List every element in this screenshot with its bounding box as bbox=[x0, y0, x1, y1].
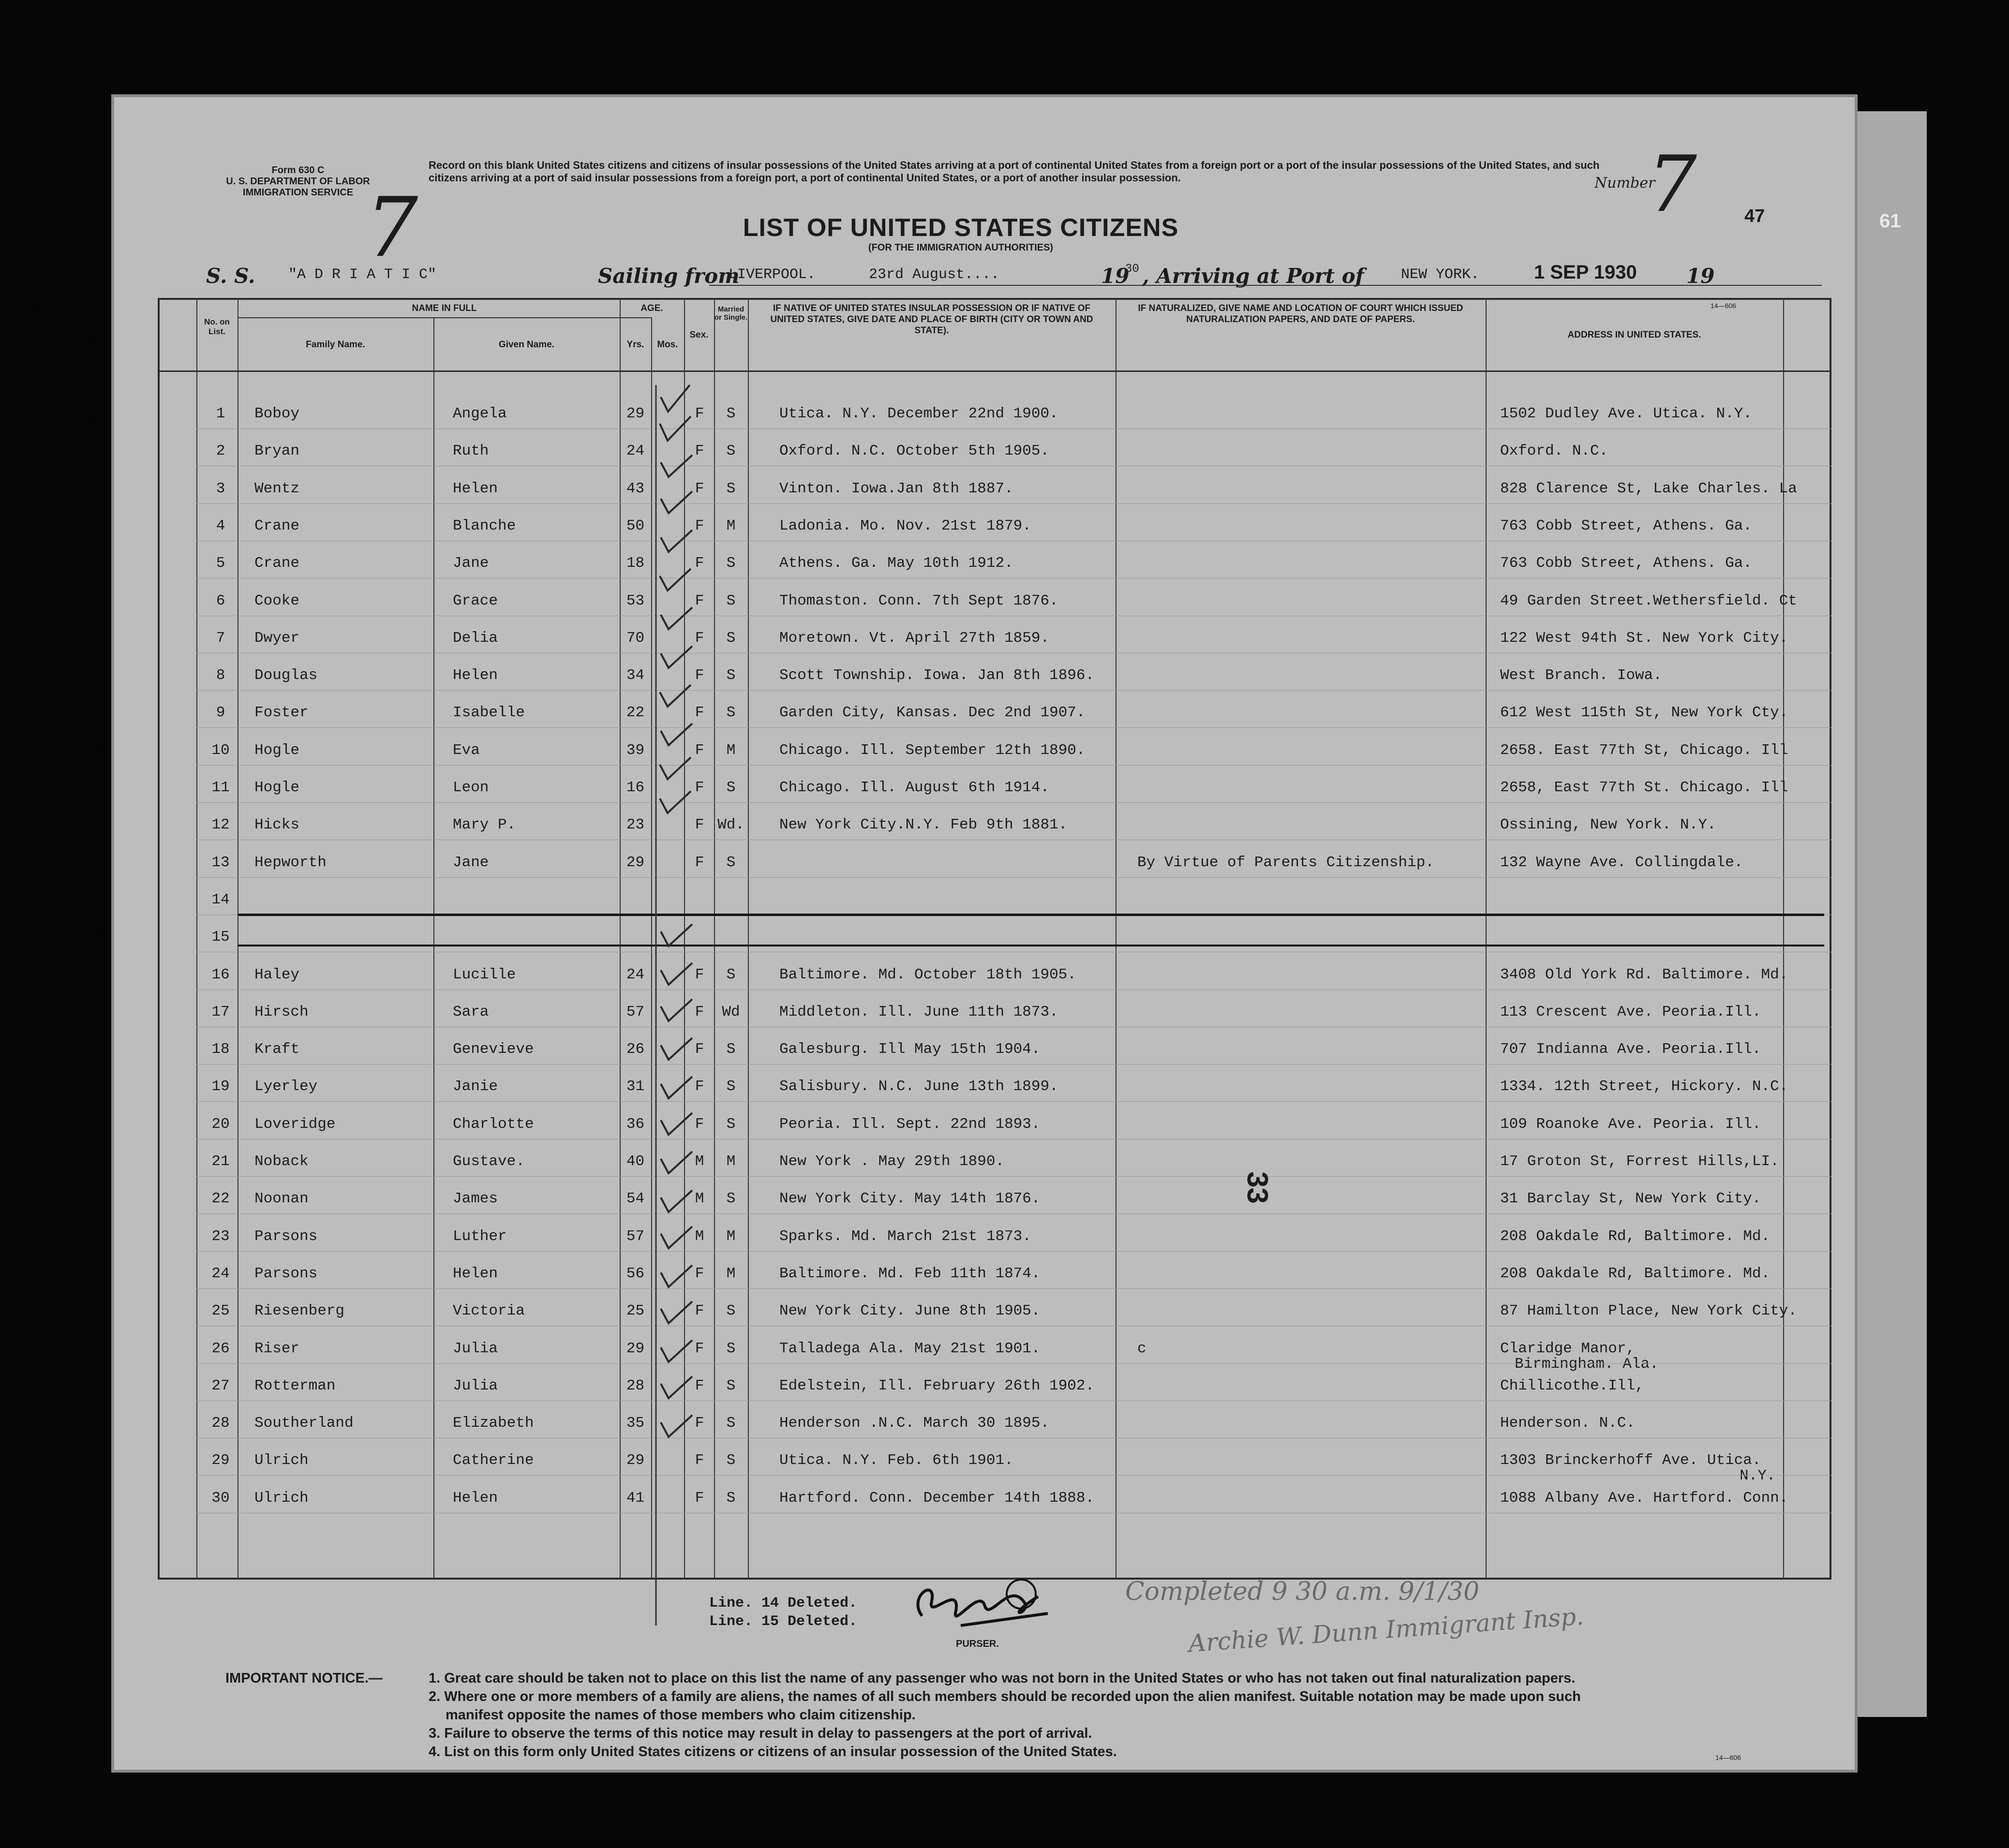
deleted-line-15: Line. 15 Deleted. bbox=[709, 1613, 858, 1630]
age-years: 22 bbox=[626, 704, 645, 722]
deleted-line-14: Line. 14 Deleted. bbox=[709, 1595, 858, 1611]
row-number: 4 bbox=[216, 517, 225, 534]
address: 3408 Old York Rd. Baltimore. Md. bbox=[1500, 966, 1788, 983]
birth-place-date: Ladonia. Mo. Nov. 21st 1879. bbox=[779, 517, 1031, 534]
birth-place-date: Chicago. Ill. September 12th 1890. bbox=[779, 741, 1086, 759]
family-name: Ulrich bbox=[254, 1489, 309, 1507]
sex: F bbox=[695, 629, 704, 647]
row-number: 7 bbox=[216, 629, 225, 647]
row-number: 15 bbox=[211, 929, 230, 946]
given-name: Jane bbox=[453, 854, 489, 871]
number-label: Number bbox=[1594, 175, 1655, 192]
sex: F bbox=[695, 1489, 704, 1507]
family-name: Haley bbox=[254, 966, 300, 983]
sex: F bbox=[695, 1078, 704, 1095]
address: 1334. 12th Street, Hickory. N.C. bbox=[1500, 1078, 1788, 1095]
row-number: 17 bbox=[211, 1003, 230, 1020]
row-number: 12 bbox=[211, 816, 230, 834]
age-years: 56 bbox=[626, 1265, 645, 1282]
col-header-no: No. on List. bbox=[204, 317, 230, 336]
sex: F bbox=[695, 1041, 704, 1058]
instructions-text: Record on this blank United States citizens and citizens of insular possessions of the United States arriving at a port of continental United States from a foreign port or a port of the insular possessions of the United States, and such citizens arriving at a port of said insular possessions from a foreign port, a port of continental United States, or a port of another insular possession. bbox=[429, 159, 1600, 184]
birth-place-date: Henderson .N.C. March 30 1895. bbox=[779, 1415, 1050, 1432]
page-title: LIST OF UNITED STATES CITIZENS bbox=[743, 214, 1179, 242]
row-number: 3 bbox=[216, 480, 225, 497]
given-name: Julia bbox=[453, 1377, 498, 1394]
given-name: Leon bbox=[453, 779, 489, 796]
marital-status: S bbox=[726, 667, 736, 684]
age-years: 57 bbox=[626, 1003, 645, 1020]
sailing-label: Sailing from bbox=[598, 264, 740, 288]
birth-place-date: Baltimore. Md. October 18th 1905. bbox=[779, 966, 1076, 983]
given-name: Lucille bbox=[453, 966, 516, 983]
address-line-2: N.Y. bbox=[1740, 1467, 1776, 1485]
marital-status: S bbox=[726, 405, 736, 422]
form-number: Form 630 C bbox=[271, 165, 325, 176]
sex: F bbox=[695, 480, 704, 497]
row-rule bbox=[196, 1176, 1831, 1177]
arrival-date-stamp: 1 SEP 1930 bbox=[1534, 262, 1637, 283]
given-name: Grace bbox=[453, 592, 498, 609]
marital-status: S bbox=[726, 629, 736, 647]
row-rule bbox=[196, 1288, 1831, 1289]
birth-place-date: Edelstein, Ill. February 26th 1902. bbox=[779, 1377, 1095, 1394]
given-name: Luther bbox=[453, 1227, 507, 1245]
address: Henderson. N.C. bbox=[1500, 1415, 1636, 1432]
notice-2-cont: manifest opposite the names of those members who claim citizenship. bbox=[446, 1707, 916, 1723]
footer-print-code: 14—606 bbox=[1715, 1754, 1741, 1761]
marital-status: S bbox=[726, 592, 736, 609]
family-name: Cooke bbox=[254, 592, 300, 609]
sailing-from: LIVERPOOL. bbox=[729, 266, 816, 283]
col-header-name: NAME IN FULL bbox=[412, 303, 477, 313]
given-name: Mary P. bbox=[453, 816, 516, 834]
col-header-married: Married or Single. bbox=[714, 305, 748, 322]
given-name: Victoria bbox=[453, 1302, 525, 1320]
marital-status: S bbox=[726, 854, 736, 871]
row-rule bbox=[196, 877, 1831, 878]
sex: M bbox=[695, 1190, 704, 1208]
age-years: 40 bbox=[626, 1153, 645, 1170]
purser-signature bbox=[903, 1567, 1057, 1640]
address: 1502 Dudley Ave. Utica. N.Y. bbox=[1500, 405, 1752, 422]
marital-status: M bbox=[726, 1265, 736, 1282]
col-header-age: AGE. bbox=[640, 303, 663, 313]
address: 828 Clarence St, Lake Charles. La bbox=[1500, 480, 1797, 497]
marital-status: S bbox=[726, 1340, 736, 1357]
row-number: 5 bbox=[216, 555, 225, 572]
given-name: Helen bbox=[453, 1265, 498, 1282]
marital-status: S bbox=[726, 779, 736, 796]
birth-place-date: New York City.N.Y. Feb 9th 1881. bbox=[779, 816, 1068, 834]
marital-status: S bbox=[726, 1415, 736, 1432]
sex: F bbox=[695, 966, 704, 983]
birth-place-date: Garden City, Kansas. Dec 2nd 1907. bbox=[779, 704, 1086, 722]
marital-status: M bbox=[726, 1227, 736, 1245]
address: Oxford. N.C. bbox=[1500, 443, 1608, 460]
age-years: 35 bbox=[626, 1415, 645, 1432]
address: 1303 Brinckerhoff Ave. Utica. bbox=[1500, 1452, 1761, 1469]
marital-status: S bbox=[726, 966, 736, 983]
age-years: 50 bbox=[626, 517, 645, 534]
row-rule bbox=[196, 765, 1831, 766]
address: 707 Indianna Ave. Peoria.Ill. bbox=[1500, 1041, 1761, 1058]
birth-place-date: Utica. N.Y. Feb. 6th 1901. bbox=[779, 1452, 1013, 1469]
arriving-port: NEW YORK. bbox=[1401, 266, 1480, 283]
family-name: Lyerley bbox=[254, 1078, 318, 1095]
family-name: Noonan bbox=[254, 1190, 309, 1208]
address: 2658. East 77th St, Chicago. Ill bbox=[1500, 741, 1788, 759]
family-name: Parsons bbox=[254, 1265, 318, 1282]
sex: M bbox=[695, 1227, 704, 1245]
birth-place-date: Scott Township. Iowa. Jan 8th 1896. bbox=[779, 667, 1095, 684]
ss-label: S. S. bbox=[206, 264, 255, 288]
row-number: 1 bbox=[216, 405, 225, 422]
address: 113 Crescent Ave. Peoria.Ill. bbox=[1500, 1003, 1761, 1020]
trailing-year: 19 bbox=[1686, 264, 1715, 288]
sex: F bbox=[695, 1377, 704, 1394]
family-name: Hirsch bbox=[254, 1003, 309, 1020]
age-years: 26 bbox=[626, 1041, 645, 1058]
row-number: 8 bbox=[216, 667, 225, 684]
given-name: Charlotte bbox=[453, 1115, 534, 1133]
address: 122 West 94th St. New York City. bbox=[1500, 629, 1788, 647]
sex: F bbox=[695, 741, 704, 759]
address: 2658, East 77th St. Chicago. Ill bbox=[1500, 779, 1788, 796]
row-rule bbox=[196, 1213, 1831, 1214]
marital-status: M bbox=[726, 1153, 736, 1170]
col-header-naturalized: IF NATURALIZED, GIVE NAME AND LOCATION OF COURT WHICH ISSUED NATURALIZATION PAPERS, AND DATE OF PAPERS. bbox=[1138, 303, 1463, 325]
notice-2: 2. Where one or more members of a family are aliens, the names of all such members should be recorded upon the alien manifest. Suitable notation may be made upon such bbox=[429, 1689, 1581, 1704]
row-rule bbox=[196, 1363, 1831, 1364]
age-years: 29 bbox=[626, 854, 645, 871]
row-number: 11 bbox=[211, 779, 230, 796]
sex: F bbox=[695, 779, 704, 796]
service-name: IMMIGRATION SERVICE bbox=[242, 187, 354, 198]
birth-place-date: Talladega Ala. May 21st 1901. bbox=[779, 1340, 1041, 1357]
row-number: 21 bbox=[211, 1153, 230, 1170]
birth-place-date: Vinton. Iowa.Jan 8th 1887. bbox=[779, 480, 1013, 497]
stamp-mark: 33 bbox=[1241, 1171, 1274, 1204]
family-name: Crane bbox=[254, 517, 300, 534]
line-15-strike bbox=[238, 945, 1824, 946]
number-value: 7 bbox=[1648, 139, 1697, 229]
sex: F bbox=[695, 517, 704, 534]
arriving-label: , Arriving at Port of bbox=[1142, 264, 1364, 288]
row-number: 25 bbox=[211, 1302, 230, 1320]
birth-place-date: Baltimore. Md. Feb 11th 1874. bbox=[779, 1265, 1041, 1282]
marital-status: S bbox=[726, 1078, 736, 1095]
given-name: Catherine bbox=[453, 1452, 534, 1469]
family-name: Kraft bbox=[254, 1041, 300, 1058]
marital-status: Wd. bbox=[717, 816, 744, 834]
col-header-mos: Mos. bbox=[657, 340, 678, 350]
row-number: 2 bbox=[216, 443, 225, 460]
age-years: 31 bbox=[626, 1078, 645, 1095]
family-name: Riesenberg bbox=[254, 1302, 345, 1320]
given-name: Ruth bbox=[453, 443, 489, 460]
given-name: Helen bbox=[453, 480, 498, 497]
address: 49 Garden Street.Wethersfield. Ct bbox=[1500, 592, 1797, 609]
address: 1088 Albany Ave. Hartford. Conn. bbox=[1500, 1489, 1788, 1507]
address: 763 Cobb Street, Athens. Ga. bbox=[1500, 517, 1752, 534]
sex: F bbox=[695, 1340, 704, 1357]
address: 208 Oakdale Rd, Baltimore. Md. bbox=[1500, 1227, 1771, 1245]
sex: F bbox=[695, 1265, 704, 1282]
sex: F bbox=[695, 704, 704, 722]
line-14-strike bbox=[238, 914, 1824, 916]
row-number: 16 bbox=[211, 966, 230, 983]
age-years: 43 bbox=[626, 480, 645, 497]
given-name: Isabelle bbox=[453, 704, 525, 722]
age-years: 18 bbox=[626, 555, 645, 572]
row-number: 19 bbox=[211, 1078, 230, 1095]
address-line-2: Birmingham. Ala. bbox=[1515, 1355, 1659, 1373]
age-years: 29 bbox=[626, 1340, 645, 1357]
address: 109 Roanoke Ave. Peoria. Ill. bbox=[1500, 1115, 1761, 1133]
address: 17 Groton St, Forrest Hills,LI. bbox=[1500, 1153, 1779, 1170]
age-years: 29 bbox=[626, 405, 645, 422]
marital-status: S bbox=[726, 480, 736, 497]
purser-label: PURSER. bbox=[956, 1639, 999, 1649]
age-years: 28 bbox=[626, 1377, 645, 1394]
birth-place-date: Sparks. Md. March 21st 1873. bbox=[779, 1227, 1031, 1245]
row-number: 9 bbox=[216, 704, 225, 722]
check-marks bbox=[646, 383, 714, 1626]
given-name: Angela bbox=[453, 405, 507, 422]
family-name: Dwyer bbox=[254, 629, 300, 647]
marital-status: S bbox=[726, 443, 736, 460]
birth-place-date: New York City. May 14th 1876. bbox=[779, 1190, 1041, 1208]
notice-label: IMPORTANT NOTICE.— bbox=[225, 1671, 383, 1686]
row-rule bbox=[196, 1101, 1831, 1102]
birth-place-date: Hartford. Conn. December 14th 1888. bbox=[779, 1489, 1095, 1507]
row-number: 22 bbox=[211, 1190, 230, 1208]
manifest-sheet bbox=[111, 94, 1858, 1773]
family-name: Riser bbox=[254, 1340, 300, 1357]
age-years: 24 bbox=[626, 966, 645, 983]
notice-1: 1. Great care should be taken not to place on this list the name of any passenger who was not born in the United States or who has not taken out final naturalization papers. bbox=[429, 1671, 1576, 1686]
address: 132 Wayne Ave. Collingdale. bbox=[1500, 854, 1743, 871]
address: West Branch. Iowa. bbox=[1500, 667, 1662, 684]
address: 763 Cobb Street, Athens. Ga. bbox=[1500, 555, 1752, 572]
given-name: Helen bbox=[453, 1489, 498, 1507]
given-name: Genevieve bbox=[453, 1041, 534, 1058]
marital-status: S bbox=[726, 1190, 736, 1208]
birth-place-date: Athens. Ga. May 10th 1912. bbox=[779, 555, 1013, 572]
age-years: 34 bbox=[626, 667, 645, 684]
age-years: 29 bbox=[626, 1452, 645, 1469]
address: 208 Oakdale Rd, Baltimore. Md. bbox=[1500, 1265, 1771, 1282]
sex: F bbox=[695, 1415, 704, 1432]
col-header-sex: Sex. bbox=[689, 330, 709, 340]
sex: F bbox=[695, 816, 704, 834]
given-name: Sara bbox=[453, 1003, 489, 1020]
row-number: 30 bbox=[211, 1489, 230, 1507]
age-years: 53 bbox=[626, 592, 645, 609]
address: 612 West 115th St, New York Cty. bbox=[1500, 704, 1788, 722]
age-years: 24 bbox=[626, 443, 645, 460]
birth-place-date: Galesburg. Ill May 15th 1904. bbox=[779, 1041, 1041, 1058]
address: 31 Barclay St, New York City. bbox=[1500, 1190, 1761, 1208]
birth-place-date: Chicago. Ill. August 6th 1914. bbox=[779, 779, 1050, 796]
col-header-family: Family Name. bbox=[306, 340, 365, 350]
year-prefix: 19 bbox=[1101, 264, 1130, 288]
row-rule bbox=[196, 802, 1831, 803]
row-number: 18 bbox=[211, 1041, 230, 1058]
family-name: Hogle bbox=[254, 779, 300, 796]
naturalization: c bbox=[1137, 1340, 1146, 1357]
sex: F bbox=[695, 1115, 704, 1133]
number-extra: 47 bbox=[1744, 206, 1765, 226]
sex: M bbox=[695, 1153, 704, 1170]
marital-status: S bbox=[726, 704, 736, 722]
sex: F bbox=[695, 592, 704, 609]
marital-status: S bbox=[726, 555, 736, 572]
row-number: 29 bbox=[211, 1452, 230, 1469]
ship-name: "A D R I A T I C" bbox=[288, 266, 437, 283]
row-number: 20 bbox=[211, 1115, 230, 1133]
sex: F bbox=[695, 555, 704, 572]
given-name: Janie bbox=[453, 1078, 498, 1095]
given-name: Delia bbox=[453, 629, 498, 647]
row-rule bbox=[196, 690, 1831, 691]
notice-3: 3. Failure to observe the terms of this notice may result in delay to passengers at the port of arrival. bbox=[429, 1726, 1092, 1741]
marital-status: M bbox=[726, 741, 736, 759]
marital-status: S bbox=[726, 1115, 736, 1133]
family-name: Hicks bbox=[254, 816, 300, 834]
ship-line-underline bbox=[709, 285, 1822, 286]
sex: F bbox=[695, 1302, 704, 1320]
address: 87 Hamilton Place, New York City. bbox=[1500, 1302, 1797, 1320]
row-number: 24 bbox=[211, 1265, 230, 1282]
col-header-native: IF NATIVE OF UNITED STATES INSULAR POSSESSION OR IF NATIVE OF UNITED STATES, GIVE DATE AND PLACE OF BIRTH (CITY OR TOWN AND STATE). bbox=[770, 303, 1093, 336]
row-number: 13 bbox=[211, 854, 230, 871]
notice-4: 4. List on this form only United States citizens or citizens of an insular possession of the United States. bbox=[429, 1744, 1117, 1759]
age-years: 39 bbox=[626, 741, 645, 759]
age-years: 54 bbox=[626, 1190, 645, 1208]
family-name: Crane bbox=[254, 555, 300, 572]
row-number: 14 bbox=[211, 891, 230, 908]
marital-status: S bbox=[726, 1452, 736, 1469]
row-number: 10 bbox=[211, 741, 230, 759]
birth-place-date: New York City. June 8th 1905. bbox=[779, 1302, 1041, 1320]
family-name: Wentz bbox=[254, 480, 300, 497]
sex: F bbox=[695, 667, 704, 684]
given-name: Gustave. bbox=[453, 1153, 525, 1170]
given-name: Blanche bbox=[453, 517, 516, 534]
address: Ossining, New York. N.Y. bbox=[1500, 816, 1716, 834]
sex: F bbox=[695, 443, 704, 460]
marital-status: S bbox=[726, 1377, 736, 1394]
col-header-yrs: Yrs. bbox=[626, 340, 644, 350]
family-name: Southerland bbox=[254, 1415, 354, 1432]
naturalization: By Virtue of Parents Citizenship. bbox=[1137, 854, 1434, 871]
family-name: Hogle bbox=[254, 741, 300, 759]
given-name: Julia bbox=[453, 1340, 498, 1357]
page-subtitle: (FOR THE IMMIGRATION AUTHORITIES) bbox=[868, 242, 1054, 253]
birth-place-date: Oxford. N.C. October 5th 1905. bbox=[779, 443, 1050, 460]
address: Claridge Manor, bbox=[1500, 1340, 1636, 1357]
birth-place-date: Utica. N.Y. December 22nd 1900. bbox=[779, 405, 1058, 422]
birth-place-date: Middleton. Ill. June 11th 1873. bbox=[779, 1003, 1058, 1020]
department-name: U. S. DEPARTMENT OF LABOR bbox=[226, 176, 370, 187]
sex: F bbox=[695, 405, 704, 422]
age-years: 25 bbox=[626, 1302, 645, 1320]
age-years: 41 bbox=[626, 1489, 645, 1507]
birth-place-date: New York . May 29th 1890. bbox=[779, 1153, 1005, 1170]
family-name: Loveridge bbox=[254, 1115, 336, 1133]
given-name: Elizabeth bbox=[453, 1415, 534, 1432]
completed-note: Completed 9 30 a.m. 9/1/30 bbox=[1125, 1577, 1480, 1606]
row-number: 28 bbox=[211, 1415, 230, 1432]
row-number: 6 bbox=[216, 592, 225, 609]
family-name: Bryan bbox=[254, 443, 300, 460]
sex: F bbox=[695, 1003, 704, 1020]
marital-status: S bbox=[726, 1041, 736, 1058]
sex: F bbox=[695, 1452, 704, 1469]
row-number: 26 bbox=[211, 1340, 230, 1357]
family-name: Ulrich bbox=[254, 1452, 309, 1469]
given-name: Helen bbox=[453, 667, 498, 684]
family-name: Parsons bbox=[254, 1227, 318, 1245]
edge-page-number: 61 bbox=[1879, 210, 1901, 232]
marital-status: S bbox=[726, 1489, 736, 1507]
family-name: Rotterman bbox=[254, 1377, 336, 1394]
marital-status: S bbox=[726, 1302, 736, 1320]
marital-status: M bbox=[726, 517, 736, 534]
family-name: Noback bbox=[254, 1153, 309, 1170]
age-years: 16 bbox=[626, 779, 645, 796]
row-rule bbox=[196, 727, 1831, 728]
family-name: Douglas bbox=[254, 667, 318, 684]
inspector-signature: Archie W. Dunn Immigrant Insp. bbox=[1187, 1602, 1585, 1658]
marital-status: Wd bbox=[722, 1003, 740, 1020]
age-years: 23 bbox=[626, 816, 645, 834]
row-number: 23 bbox=[211, 1227, 230, 1245]
birth-place-date: Peoria. Ill. Sept. 22nd 1893. bbox=[779, 1115, 1041, 1133]
sailing-date: 23rd August.... bbox=[869, 266, 1000, 283]
family-name: Hepworth bbox=[254, 854, 327, 871]
row-number: 27 bbox=[211, 1377, 230, 1394]
address: Chillicothe.Ill, bbox=[1500, 1377, 1644, 1394]
birth-place-date: Moretown. Vt. April 27th 1859. bbox=[779, 629, 1050, 647]
family-name: Boboy bbox=[254, 405, 300, 422]
given-name: Jane bbox=[453, 555, 489, 572]
col-header-address: ADDRESS IN UNITED STATES. bbox=[1567, 330, 1701, 340]
row-rule bbox=[196, 503, 1831, 504]
age-years: 70 bbox=[626, 629, 645, 647]
handwritten-seven: 7 bbox=[366, 180, 418, 276]
year-value: 30 bbox=[1125, 263, 1139, 276]
given-name: James bbox=[453, 1190, 498, 1208]
age-years: 57 bbox=[626, 1227, 645, 1245]
col-header-given: Given Name. bbox=[498, 340, 555, 350]
birth-place-date: Salisbury. N.C. June 13th 1899. bbox=[779, 1078, 1058, 1095]
deleted-lines-note bbox=[709, 1594, 857, 1631]
given-name: Eva bbox=[453, 741, 480, 759]
row-rule bbox=[196, 1475, 1831, 1476]
family-name: Foster bbox=[254, 704, 309, 722]
age-years: 36 bbox=[626, 1115, 645, 1133]
birth-place-date: Thomaston. Conn. 7th Sept 1876. bbox=[779, 592, 1058, 609]
sex: F bbox=[695, 854, 704, 871]
header-print-code: 14—606 bbox=[1711, 302, 1736, 310]
row-rule bbox=[196, 1251, 1831, 1252]
